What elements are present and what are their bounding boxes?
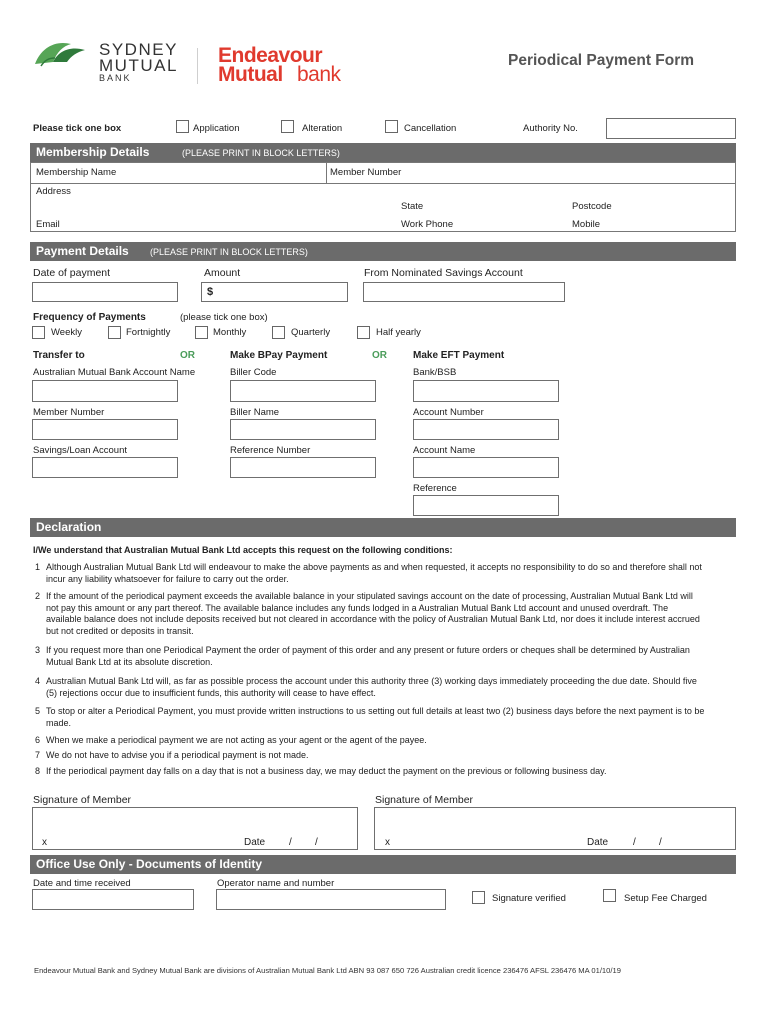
condition-6-number: 6 [35, 735, 41, 745]
condition-2-text: If the amount of the periodical payment exceeds the available balance in your stipulated savings account on the date of processing, Australian Mutual Bank Ltd will not pay this amount or any part thereof. The available balance includes any funds lodged in a Australian Mutual Bank Ltd account and unused overdraft. The available balance does not include deposits received but not cleared in accordance with the policy of Australian Mutual Bank Ltd, nor does it include interest accrued but not credited or deposits in transit. [46, 591, 700, 636]
date-received-field[interactable] [32, 889, 194, 910]
payment-title: Payment Details [36, 244, 129, 258]
or-label-1: OR [180, 350, 195, 361]
declaration-header [30, 518, 736, 537]
monthly-checkbox[interactable] [195, 326, 208, 339]
operator-label: Operator name and number [217, 878, 335, 889]
condition-4-number: 4 [35, 676, 41, 686]
biller-code-label: Biller Code [230, 367, 277, 378]
signature-1-label: Signature of Member [33, 794, 132, 806]
signature-verified-checkbox[interactable] [472, 891, 485, 904]
reference-field[interactable] [413, 495, 559, 516]
amount-field[interactable] [201, 282, 348, 302]
quarterly-label: Quarterly [291, 327, 331, 338]
sydney-mutual-logo [33, 40, 183, 85]
endeavour-logo [218, 44, 378, 90]
half-yearly-checkbox[interactable] [357, 326, 370, 339]
email-label: Email [36, 219, 60, 230]
account-number-label: Account Number [413, 407, 484, 418]
amb-account-name-field[interactable] [32, 380, 178, 402]
biller-name-label: Biller Name [230, 407, 280, 418]
signature-1-x: x [42, 837, 47, 848]
member-number-transfer-label: Member Number [33, 407, 105, 418]
frequency-label: Frequency of Payments [33, 312, 146, 323]
cancellation-label: Cancellation [404, 123, 457, 134]
bank-bsb-label: Bank/BSB [413, 367, 457, 378]
mobile-label: Mobile [572, 219, 600, 230]
transfer-to-label: Transfer to [33, 350, 85, 361]
cancellation-checkbox[interactable] [385, 120, 398, 133]
condition-3-number: 3 [35, 645, 41, 655]
office-use-header [30, 855, 736, 874]
logo-divider [197, 48, 198, 84]
signature-1-field[interactable] [32, 807, 358, 850]
fortnightly-label: Fortnightly [126, 327, 171, 338]
nominated-account-field[interactable] [363, 282, 565, 302]
work-phone-label: Work Phone [401, 219, 454, 230]
setup-fee-label: Setup Fee Charged [624, 893, 707, 904]
condition-5-text: To stop or alter a Periodical Payment, you must provide written instructions to us setting out full details at least two (2) business days before the next payment is to be made. [46, 706, 705, 728]
sydney-logo-line1: SYDNEY [99, 40, 178, 59]
nominated-account-label: From Nominated Savings Account [364, 267, 523, 279]
frequency-hint: (please tick one box) [180, 312, 268, 323]
currency-symbol: $ [207, 286, 214, 298]
operator-field[interactable] [216, 889, 446, 910]
member-number-transfer-field[interactable] [32, 419, 178, 440]
account-name-field[interactable] [413, 457, 559, 478]
condition-1-text: Although Australian Mutual Bank Ltd will endeavour to make the above payments as and when requested, it accepts no responsibility to do so and therefore shall not incur any liability whatsoever for failure to carry out the order. [46, 562, 702, 584]
form-title: Periodical Payment Form [508, 52, 695, 69]
reference-label: Reference [413, 483, 457, 494]
reference-number-field[interactable] [230, 457, 376, 478]
payment-header [30, 242, 736, 261]
condition-1-number: 1 [35, 562, 41, 572]
sydney-logo-line3: BANK [99, 73, 132, 83]
savings-loan-field[interactable] [32, 457, 178, 478]
condition-7-number: 7 [35, 750, 41, 760]
amb-account-name-label: Australian Mutual Bank Account Name [33, 367, 196, 378]
biller-code-field[interactable] [230, 380, 376, 402]
signature-2-x: x [385, 837, 390, 848]
tick-one-box-label: Please tick one box [33, 123, 122, 134]
signature-2-label: Signature of Member [375, 794, 474, 806]
endeavour-logo-line1: Endeavour [218, 44, 323, 67]
condition-2-number: 2 [35, 591, 41, 601]
date-of-payment-field[interactable] [32, 282, 178, 302]
membership-name-label: Membership Name [36, 167, 117, 178]
weekly-checkbox[interactable] [32, 326, 45, 339]
condition-7-text: We do not have to advise you if a periodical payment is not made. [46, 750, 309, 760]
signature-2-field[interactable] [374, 807, 736, 850]
address-field[interactable] [32, 183, 734, 215]
monthly-label: Monthly [213, 327, 247, 338]
footer-disclaimer: Endeavour Mutual Bank and Sydney Mutual Bank are divisions of Australian Mutual Bank Ltd ABN 93 087 650 726 Australian credit licence 236476 AFSL 236476 MA 01/10/19 [34, 966, 621, 975]
eft-label: Make EFT Payment [413, 350, 505, 361]
alteration-label: Alteration [302, 123, 343, 134]
postcode-label: Postcode [572, 201, 612, 212]
sydney-logo-line2: MUTUAL [99, 56, 178, 75]
member-number-label: Member Number [330, 167, 402, 178]
membership-name-field[interactable] [32, 163, 324, 181]
or-label-2: OR [372, 350, 387, 361]
declaration-intro: I/We understand that Australian Mutual Bank Ltd accepts this request on the following conditions: [33, 545, 453, 555]
signature-1-slash-b: / [315, 837, 318, 848]
office-use-title: Office Use Only - Documents of Identity [36, 857, 263, 871]
application-label: Application [193, 123, 240, 134]
savings-loan-label: Savings/Loan Account [33, 445, 128, 456]
amount-label: Amount [204, 267, 241, 279]
condition-8-number: 8 [35, 766, 41, 776]
alteration-checkbox[interactable] [281, 120, 294, 133]
account-number-field[interactable] [413, 419, 559, 440]
signature-2-slash-b: / [659, 837, 662, 848]
condition-5-number: 5 [35, 706, 41, 716]
condition-4-text: Australian Mutual Bank Ltd will, as far as possible process the account under this authority three (3) working days immediately proceeding the due date. Should five (5) rejections occur due to insufficient funds, this authority will cease to have effect. [46, 676, 697, 698]
bpay-label: Make BPay Payment [230, 350, 328, 361]
sydney-leaf-icon [33, 40, 95, 68]
biller-name-field[interactable] [230, 419, 376, 440]
condition-8-text: If the periodical payment day falls on a day that is not a business day, we may deduct the payment on the previous or following business day. [46, 766, 607, 776]
authority-no-label: Authority No. [523, 123, 578, 134]
signature-1-date: Date [244, 837, 266, 848]
weekly-label: Weekly [51, 327, 82, 338]
fortnightly-checkbox[interactable] [108, 326, 121, 339]
authority-no-field[interactable] [606, 118, 736, 139]
half-yearly-label: Half yearly [376, 327, 421, 338]
date-received-label: Date and time received [33, 878, 131, 889]
endeavour-logo-line2a: Mutual [218, 63, 283, 86]
condition-3-text: If you request more than one Periodical Payment the order of payment of this order and any present or future orders or cheques shall be determined by Australian Mutual Bank Ltd at its absolute discretion. [46, 645, 690, 667]
quarterly-checkbox[interactable] [272, 326, 285, 339]
membership-title: Membership Details [36, 145, 150, 159]
endeavour-logo-line2b: bank [297, 63, 341, 86]
signature-2-slash-a: / [633, 837, 636, 848]
application-checkbox[interactable] [176, 120, 189, 133]
date-of-payment-label: Date of payment [33, 267, 111, 279]
declaration-title: Declaration [36, 520, 102, 534]
membership-subtitle: (PLEASE PRINT IN BLOCK LETTERS) [182, 148, 340, 158]
signature-1-slash-a: / [289, 837, 292, 848]
signature-2-date: Date [587, 837, 609, 848]
member-number-field[interactable] [327, 163, 734, 181]
payment-subtitle: (PLEASE PRINT IN BLOCK LETTERS) [150, 247, 308, 257]
bank-bsb-field[interactable] [413, 380, 559, 402]
account-name-label: Account Name [413, 445, 476, 456]
signature-verified-label: Signature verified [492, 893, 566, 904]
email-field[interactable] [32, 216, 392, 231]
setup-fee-checkbox[interactable] [603, 889, 616, 902]
reference-number-label: Reference Number [230, 445, 311, 456]
membership-header [30, 143, 736, 162]
state-label: State [401, 201, 424, 212]
condition-6-text: When we make a periodical payment we are not acting as your agent or the agent of the payee. [46, 735, 427, 745]
address-label: Address [36, 186, 71, 197]
